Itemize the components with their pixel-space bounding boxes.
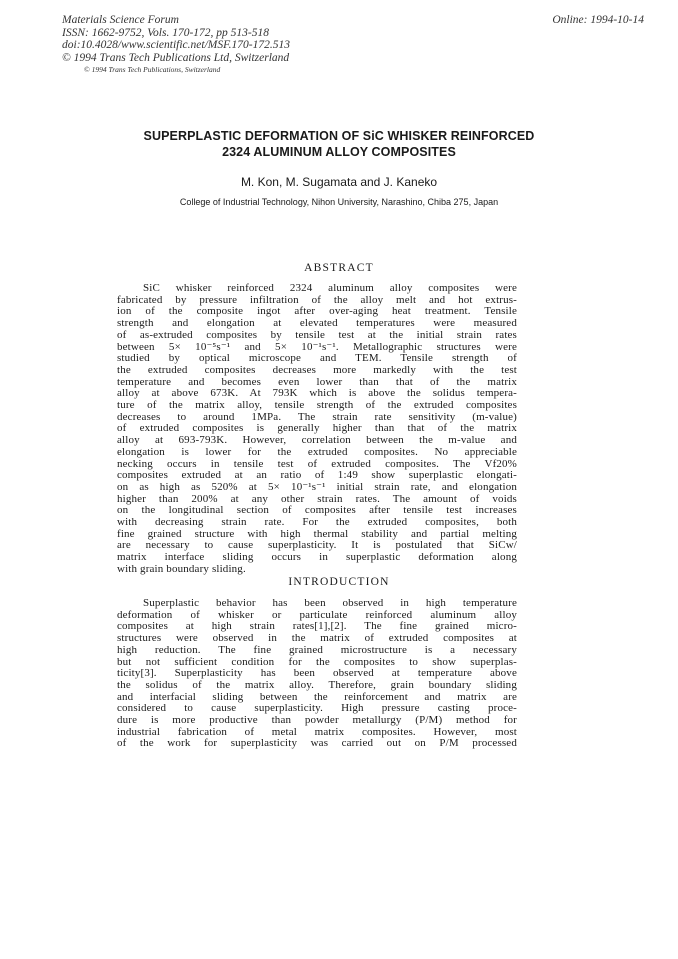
text-line: between 5× 10⁻⁵s⁻¹ and 5× 10⁻¹s⁻¹. Metallographic structures were <box>117 340 517 353</box>
text-line: Superplastic behavior has been observed in high temperature <box>143 597 517 609</box>
online-date: Online: 1994-10-14 <box>552 14 644 26</box>
text-line: alloy at 693-793K. However, correlation between the m-value and <box>117 434 517 447</box>
text-line: dure is more productive than powder metallurgy (P/M) method for <box>117 714 517 727</box>
doi-link[interactable]: doi:10.4028/www.scientific.net/MSF.170-172.513 <box>62 39 290 52</box>
text-line: higher than 200% at any other strain rates. The amount of voids <box>117 492 517 505</box>
journal-header <box>62 14 290 76</box>
text-line: decreases to around 1MPa. The strain rate sensitivity (m-value) <box>117 410 517 423</box>
text-line: on the longitudinal section of composites after tensile test increases <box>117 504 517 517</box>
text-line: temperature and becomes even lower than that of the matrix <box>117 375 517 388</box>
text-line: SiC whisker reinforced 2324 aluminum alloy composites were <box>143 282 517 294</box>
text-line: studied by optical microscope and TEM. Tensile strength of <box>117 352 517 365</box>
text-line: on as high as 520% at 5× 10⁻¹s⁻¹ initial strain rate, and elongation <box>117 480 517 493</box>
text-line: high reduction. The fine grained microstructure is a necessary <box>117 643 517 656</box>
text-line: with grain boundary sliding. <box>117 562 246 575</box>
text-line: of the work for superplasticity was carried out on P/M processed <box>117 737 517 750</box>
issn-line: ISSN: 1662-9752, Vols. 170-172, pp 513-518 <box>62 26 269 39</box>
text-line: fine grained structure with high thermal stability and partial melting <box>117 527 517 540</box>
text-line: of extruded composites is generally higher than that of the matrix <box>117 422 517 435</box>
text-line: structures were observed in the matrix of extruded composites at <box>117 632 517 645</box>
authors: M. Kon, M. Sugamata and J. Kaneko <box>240 175 438 189</box>
text-line: ticity[3]. Superplasticity has been observed at temperature above <box>117 667 517 680</box>
abstract-heading: ABSTRACT <box>304 262 374 274</box>
text-line: ture of the matrix alloy, tensile strength of the extruded composites <box>117 399 517 412</box>
text-line: necking occurs in tensile test of extruded composites. The Vf20% <box>117 457 517 470</box>
text-line: with decreasing strain rate. For the extruded composites, both <box>117 516 517 529</box>
abstract-body <box>117 283 517 576</box>
affiliation: College of Industrial Technology, Nihon University, Narashino, Chiba 275, Japan <box>179 197 499 207</box>
text-line: the extruded composites decreases more markedly with the test <box>117 363 517 376</box>
journal-name: Materials Science Forum <box>62 14 179 26</box>
title-line-1: SUPERPLASTIC DEFORMATION OF SiC WHISKER REINFORCED <box>143 129 535 143</box>
copyright-small: © 1994 Trans Tech Publications, Switzerland <box>84 65 221 75</box>
text-line: matrix interface sliding occurs in superplastic deformation along <box>117 551 517 564</box>
text-line: fabricated by pressure infiltration of the alloy melt and hot extrus- <box>117 293 517 306</box>
text-line: and interfacial sliding between the reinforcement and matrix are <box>117 690 517 703</box>
introduction-heading: INTRODUCTION <box>288 576 390 588</box>
text-line: alloy at above 673K. At 793K which is above the solidus tempera- <box>117 387 517 400</box>
text-line: elongation is lower for the extruded composites. No appreciable <box>117 445 517 458</box>
text-line: of as-extruded composites by tensile test at the initial strain rates <box>117 328 517 341</box>
text-line: but not sufficient condition for the composites to show superplas- <box>117 655 517 668</box>
title-line-2: 2324 ALUMINUM ALLOY COMPOSITES <box>222 145 456 159</box>
text-line: the solidus of the matrix alloy. Therefore, grain boundary sliding <box>117 678 517 691</box>
text-line: deformation of whisker or particulate reinforced aluminum alloy <box>117 608 517 621</box>
paper-title <box>100 128 578 160</box>
text-line: strength and elongation at elevated temperatures were measured <box>117 317 517 330</box>
text-line: are necessary to cause superplasticity. It is postulated that SiCw/ <box>117 539 517 552</box>
text-line: composites extruded at an ratio of 1:49 show superplastic elongati- <box>117 469 517 482</box>
copyright-line: © 1994 Trans Tech Publications Ltd, Switzerland <box>62 51 290 64</box>
text-line: composites at high strain rates[1],[2]. The fine grained micro- <box>117 620 517 633</box>
introduction-body <box>117 598 517 750</box>
text-line: industrial fabrication of metal matrix composites. However, most <box>117 725 517 738</box>
text-line: considered to cause superplasticity. High pressure casting proce- <box>117 702 517 715</box>
text-line: ion of the composite ingot after over-aging heat treatment. Tensile <box>117 305 517 318</box>
